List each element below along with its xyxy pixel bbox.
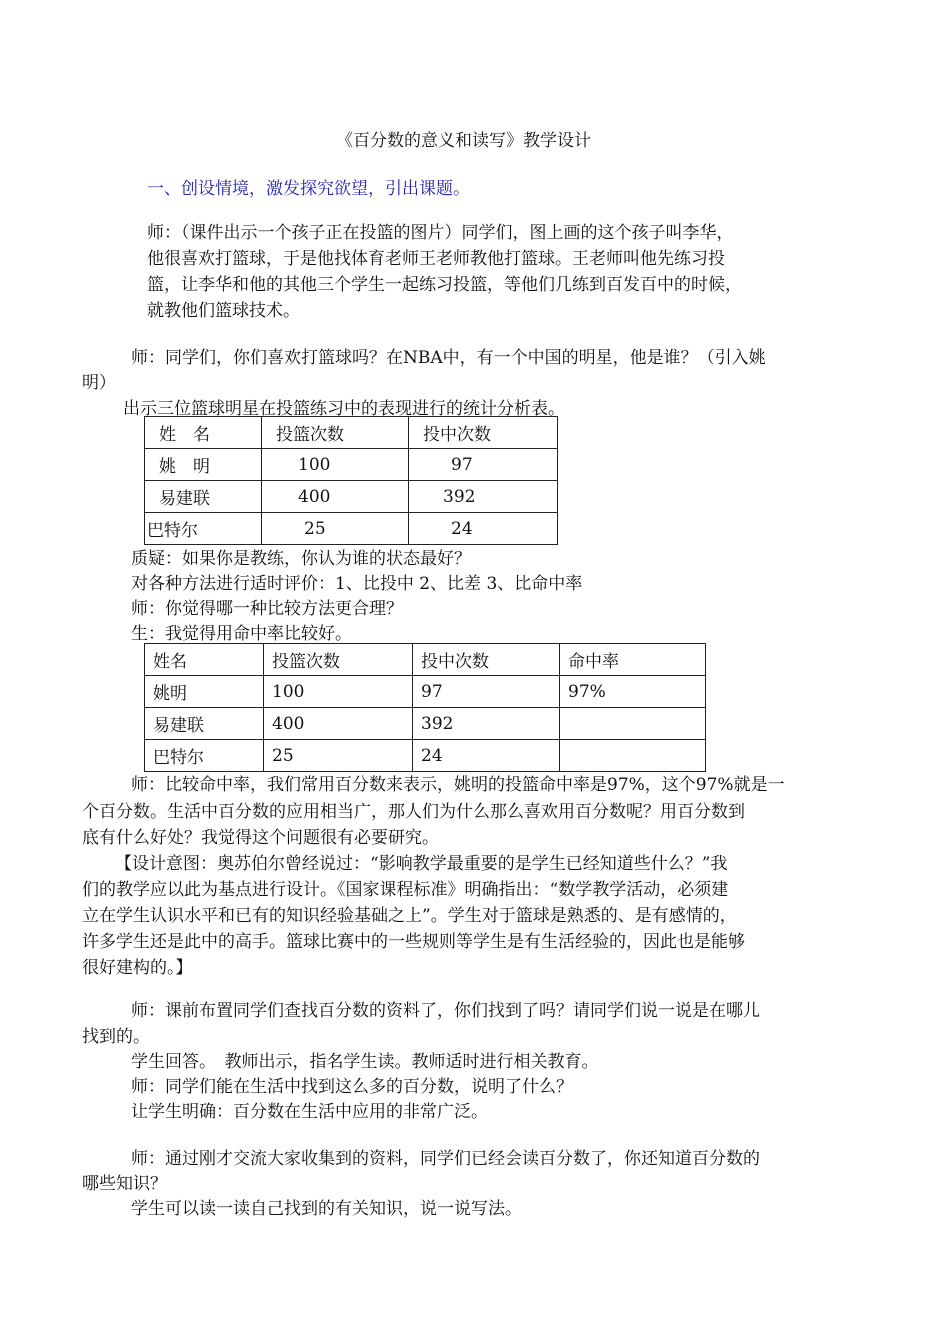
stats-table-2: [144, 643, 706, 772]
table-row: [145, 708, 706, 740]
table-cell: 100: [264, 676, 413, 708]
paragraph-line: 个百分数。生活中百分数的应用相当广，那人们为什么那么喜欢用百分数呢？用百分数到: [82, 802, 745, 822]
table-cell: 巴特尔: [145, 513, 262, 545]
table-cell: [560, 708, 706, 740]
table-header-cell: 命中率: [560, 644, 706, 676]
paragraph-line: 师：比较命中率，我们常用百分数来表示，姚明的投篮命中率是97%，这个97%就是一: [131, 775, 785, 795]
table-header-cell: 姓 名: [145, 417, 262, 449]
table-cell: 400: [262, 481, 409, 513]
table-cell: 姚明: [145, 676, 264, 708]
design-intent-line: 【设计意图：奥苏伯尔曾经说过：“影响教学最重要的是学生已经知道些什么？”我: [115, 854, 728, 874]
design-intent-line: 们的教学应以此为基点进行设计。《国家课程标准》明确指出：“数学教学活动，必须建: [82, 880, 729, 900]
document-title: 《百分数的意义和读写》教学设计: [336, 131, 591, 151]
design-intent-line: 立在学生认识水平和已有的知识经验基础之上”。学生对于篮球是熟悉的、是有感情的，: [82, 906, 737, 926]
answer-line: 学生回答。 教师出示，指名学生读。教师适时进行相关教育。: [131, 1052, 599, 1072]
table-header-cell: 投篮次数: [262, 417, 409, 449]
table-row: [145, 676, 706, 708]
table-cell: 巴特尔: [145, 740, 264, 772]
show-table-line: 出示三位篮球明星在投篮练习中的表现进行的统计分析表。: [123, 399, 565, 419]
table-cell: 25: [264, 740, 413, 772]
design-intent-line: 很好建构的。】: [82, 958, 193, 978]
table-header-cell: 投中次数: [409, 417, 558, 449]
table-cell: 100: [262, 449, 409, 481]
intro-line: 篮，让李华和他的其他三个学生一起练习投篮，等他们几练到百发百中的时候，: [147, 275, 742, 295]
intro-line: 他很喜欢打篮球，于是他找体育老师王老师教他打篮球。王老师叫他先练习投: [147, 249, 725, 269]
answer-line: 师：同学们能在生活中找到这么多的百分数，说明了什么？: [131, 1077, 573, 1097]
table-cell: 400: [264, 708, 413, 740]
question-line: 质疑：如果你是教练，你认为谁的状态最好？: [131, 549, 471, 569]
paragraph-line: 学生可以读一读自己找到的有关知识，说一说写法。: [131, 1199, 522, 1219]
table-cell: 392: [409, 481, 558, 513]
table-header-row: [145, 644, 706, 676]
nba-question-line: 明）: [82, 373, 116, 393]
table-row: [145, 513, 558, 545]
nba-question-line: 师：同学们，你们喜欢打篮球吗？在NBA中，有一个中国的明星，他是谁？（引入姚: [131, 348, 766, 368]
table-cell: 97%: [560, 676, 706, 708]
table-cell: 易建联: [145, 708, 264, 740]
table-cell: 24: [413, 740, 560, 772]
table-row: [145, 449, 558, 481]
table-cell: 97: [413, 676, 560, 708]
table-cell: 24: [409, 513, 558, 545]
table-cell: [560, 740, 706, 772]
table-header-cell: 投中次数: [413, 644, 560, 676]
table-row: [145, 481, 558, 513]
table-header-cell: 投篮次数: [264, 644, 413, 676]
evaluation-line: 对各种方法进行适时评价：1、比投中 2、比差 3、比命中率: [131, 574, 583, 594]
table-cell: 易建联: [145, 481, 262, 513]
table-header-cell: 姓名: [145, 644, 264, 676]
table-cell: 姚 明: [145, 449, 262, 481]
paragraph-line: 师：通过刚才交流大家收集到的资料，同学们已经会读百分数了，你还知道百分数的: [131, 1149, 760, 1169]
table-header-row: [145, 417, 558, 449]
section-heading-1: 一、创设情境，激发探究欲望，引出课题。: [147, 179, 470, 199]
table-row: [145, 740, 706, 772]
table-cell: 392: [413, 708, 560, 740]
paragraph-line: 哪些知识？: [82, 1174, 167, 1194]
paragraph-line: 找到的。: [82, 1027, 150, 1047]
intro-line: 师：（课件出示一个孩子正在投篮的图片）同学们，图上画的这个孩子叫李华，: [147, 223, 734, 243]
paragraph-line: 底有什么好处？我觉得这个问题很有必要研究。: [82, 828, 439, 848]
design-intent-line: 许多学生还是此中的高手。篮球比赛中的一些规则等学生是有生活经验的，因此也是能够: [82, 932, 745, 952]
table-cell: 25: [262, 513, 409, 545]
teacher-line: 师：你觉得哪一种比较方法更合理？: [131, 599, 403, 619]
intro-line: 就教他们篮球技术。: [147, 301, 300, 321]
stats-table-1: [144, 416, 558, 545]
student-line: 生：我觉得用命中率比较好。: [131, 624, 352, 644]
table-cell: 97: [409, 449, 558, 481]
paragraph-line: 师：课前布置同学们查找百分数的资料了，你们找到了吗？请同学们说一说是在哪儿: [131, 1001, 760, 1021]
answer-line: 让学生明确：百分数在生活中应用的非常广泛。: [131, 1102, 488, 1122]
